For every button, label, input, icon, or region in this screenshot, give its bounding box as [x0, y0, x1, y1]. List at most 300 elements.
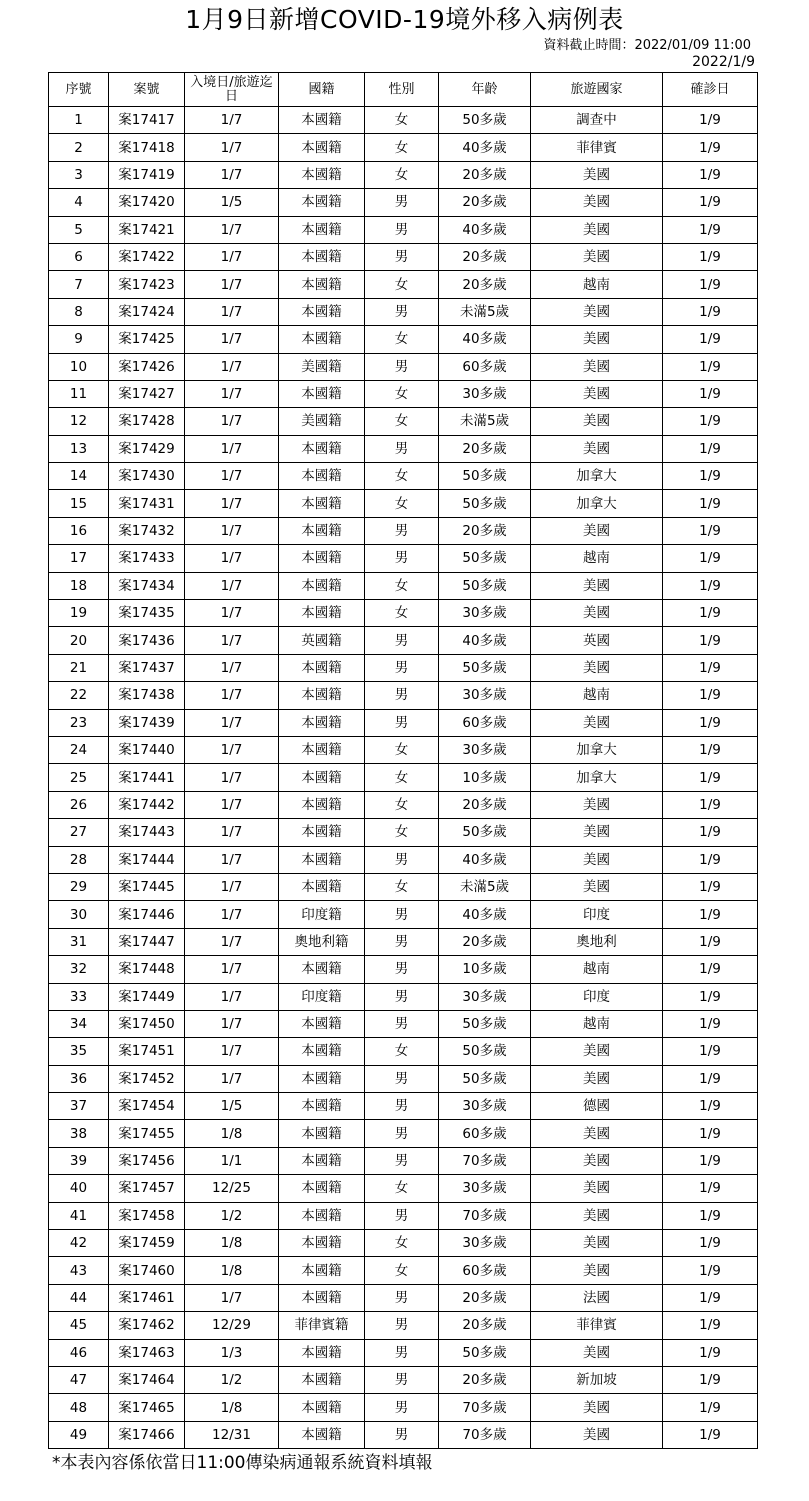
cell-age: 10多歲: [439, 956, 531, 983]
cell-nationality: 美國籍: [279, 408, 365, 435]
cell-case-number: 案17459: [109, 1230, 185, 1257]
cell-serial: 45: [49, 1312, 109, 1339]
cell-serial: 12: [49, 408, 109, 435]
cell-travel-country: 美國: [531, 243, 663, 270]
cell-travel-country: 美國: [531, 654, 663, 681]
cell-case-number: 案17460: [109, 1257, 185, 1284]
cell-nationality: 本國籍: [279, 189, 365, 216]
cell-travel-country: 美國: [531, 353, 663, 380]
table-row: [49, 901, 758, 928]
cell-travel-country: 美國: [531, 161, 663, 188]
header-entry-date: 入境日/旅遊迄日: [185, 73, 279, 107]
cell-sex: 男: [365, 1010, 439, 1037]
cell-confirm-date: 1/9: [663, 1312, 758, 1339]
cell-entry-date: 1/7: [185, 1010, 279, 1037]
header-age: 年齡: [439, 73, 531, 107]
cell-entry-date: 1/7: [185, 298, 279, 325]
cell-case-number: 案17430: [109, 463, 185, 490]
cell-confirm-date: 1/9: [663, 1175, 758, 1202]
cell-nationality: 印度籍: [279, 983, 365, 1010]
cell-entry-date: 1/7: [185, 736, 279, 763]
header-confirm-date: 確診日: [663, 73, 758, 107]
cell-travel-country: 越南: [531, 682, 663, 709]
cell-entry-date: 1/7: [185, 901, 279, 928]
cell-sex: 女: [365, 408, 439, 435]
cell-serial: 17: [49, 545, 109, 572]
cell-nationality: 本國籍: [279, 736, 365, 763]
cell-case-number: 案17445: [109, 873, 185, 900]
cell-entry-date: 12/25: [185, 1175, 279, 1202]
cell-case-number: 案17455: [109, 1120, 185, 1147]
cell-entry-date: 1/8: [185, 1394, 279, 1421]
cell-sex: 男: [365, 928, 439, 955]
table-row: [49, 764, 758, 791]
table-row: [49, 600, 758, 627]
cell-entry-date: 1/7: [185, 134, 279, 161]
cell-nationality: 菲律賓籍: [279, 1312, 365, 1339]
cell-case-number: 案17438: [109, 682, 185, 709]
cell-sex: 女: [365, 791, 439, 818]
cell-nationality: 本國籍: [279, 490, 365, 517]
cell-case-number: 案17451: [109, 1038, 185, 1065]
table-row: [49, 1202, 758, 1229]
cell-sex: 男: [365, 1202, 439, 1229]
table-row: [49, 736, 758, 763]
table-row: [49, 709, 758, 736]
cell-serial: 38: [49, 1120, 109, 1147]
cell-case-number: 案17463: [109, 1339, 185, 1366]
cell-sex: 女: [365, 161, 439, 188]
cell-travel-country: 法國: [531, 1284, 663, 1311]
cell-serial: 16: [49, 517, 109, 544]
cell-sex: 男: [365, 1312, 439, 1339]
cell-age: 30多歲: [439, 682, 531, 709]
cell-case-number: 案17466: [109, 1421, 185, 1448]
cell-travel-country: 菲律賓: [531, 134, 663, 161]
report-date: 2022/1/9: [692, 54, 755, 70]
cell-confirm-date: 1/9: [663, 1366, 758, 1393]
cell-nationality: 本國籍: [279, 271, 365, 298]
cell-case-number: 案17424: [109, 298, 185, 325]
cell-nationality: 本國籍: [279, 682, 365, 709]
cell-serial: 27: [49, 819, 109, 846]
header-sex: 性別: [365, 73, 439, 107]
cell-travel-country: 美國: [531, 1230, 663, 1257]
cell-sex: 男: [365, 627, 439, 654]
cell-serial: 48: [49, 1394, 109, 1421]
cell-serial: 11: [49, 380, 109, 407]
table-row: [49, 1394, 758, 1421]
cell-confirm-date: 1/9: [663, 1010, 758, 1037]
table-row: [49, 1312, 758, 1339]
cell-case-number: 案17431: [109, 490, 185, 517]
cell-case-number: 案17428: [109, 408, 185, 435]
cell-confirm-date: 1/9: [663, 408, 758, 435]
cell-age: 未滿5歲: [439, 408, 531, 435]
table-row: [49, 627, 758, 654]
cell-entry-date: 1/5: [185, 189, 279, 216]
cell-age: 70多歲: [439, 1202, 531, 1229]
cell-travel-country: 美國: [531, 1421, 663, 1448]
cell-nationality: 本國籍: [279, 791, 365, 818]
table-row: [49, 298, 758, 325]
cell-sex: 男: [365, 709, 439, 736]
cell-age: 50多歲: [439, 572, 531, 599]
cell-nationality: 本國籍: [279, 819, 365, 846]
cell-confirm-date: 1/9: [663, 682, 758, 709]
cell-travel-country: 越南: [531, 271, 663, 298]
cell-confirm-date: 1/9: [663, 1230, 758, 1257]
cell-confirm-date: 1/9: [663, 901, 758, 928]
cell-age: 20多歲: [439, 435, 531, 462]
cell-confirm-date: 1/9: [663, 1093, 758, 1120]
cell-confirm-date: 1/9: [663, 956, 758, 983]
cell-entry-date: 1/7: [185, 709, 279, 736]
cell-age: 未滿5歲: [439, 873, 531, 900]
cell-serial: 36: [49, 1065, 109, 1092]
cell-nationality: 本國籍: [279, 326, 365, 353]
table-row: [49, 983, 758, 1010]
cell-case-number: 案17435: [109, 600, 185, 627]
cell-travel-country: 越南: [531, 545, 663, 572]
cell-entry-date: 1/7: [185, 107, 279, 134]
cell-travel-country: 美國: [531, 408, 663, 435]
cell-entry-date: 1/7: [185, 271, 279, 298]
cell-age: 50多歲: [439, 463, 531, 490]
cell-sex: 女: [365, 271, 439, 298]
cell-case-number: 案17448: [109, 956, 185, 983]
cell-travel-country: 美國: [531, 326, 663, 353]
table-row: [49, 408, 758, 435]
cell-serial: 6: [49, 243, 109, 270]
cell-case-number: 案17462: [109, 1312, 185, 1339]
cell-entry-date: 1/7: [185, 353, 279, 380]
table-row: [49, 1093, 758, 1120]
cell-confirm-date: 1/9: [663, 1147, 758, 1174]
table-row: [49, 1175, 758, 1202]
cell-travel-country: 美國: [531, 517, 663, 544]
table-row: [49, 216, 758, 243]
cell-case-number: 案17465: [109, 1394, 185, 1421]
cell-entry-date: 1/7: [185, 682, 279, 709]
cell-serial: 21: [49, 654, 109, 681]
cell-age: 70多歲: [439, 1147, 531, 1174]
cell-age: 30多歲: [439, 736, 531, 763]
cell-age: 10多歲: [439, 764, 531, 791]
cell-entry-date: 1/7: [185, 819, 279, 846]
cell-sex: 男: [365, 243, 439, 270]
cell-travel-country: 美國: [531, 1120, 663, 1147]
cell-sex: 男: [365, 846, 439, 873]
cell-age: 30多歲: [439, 1093, 531, 1120]
cell-age: 70多歲: [439, 1421, 531, 1448]
cell-serial: 3: [49, 161, 109, 188]
cell-sex: 女: [365, 107, 439, 134]
cell-confirm-date: 1/9: [663, 654, 758, 681]
table-row: [49, 353, 758, 380]
cell-travel-country: 美國: [531, 1038, 663, 1065]
table-row: [49, 1120, 758, 1147]
cell-confirm-date: 1/9: [663, 846, 758, 873]
table-row: [49, 271, 758, 298]
cell-age: 60多歲: [439, 1120, 531, 1147]
cell-nationality: 本國籍: [279, 1120, 365, 1147]
cell-case-number: 案17422: [109, 243, 185, 270]
cell-age: 50多歲: [439, 654, 531, 681]
cell-travel-country: 德國: [531, 1093, 663, 1120]
cell-nationality: 本國籍: [279, 1339, 365, 1366]
cell-confirm-date: 1/9: [663, 1421, 758, 1448]
cell-confirm-date: 1/9: [663, 1065, 758, 1092]
cell-confirm-date: 1/9: [663, 1394, 758, 1421]
cell-confirm-date: 1/9: [663, 600, 758, 627]
cell-nationality: 本國籍: [279, 873, 365, 900]
cell-nationality: 本國籍: [279, 764, 365, 791]
cell-confirm-date: 1/9: [663, 819, 758, 846]
cell-nationality: 印度籍: [279, 901, 365, 928]
cell-nationality: 本國籍: [279, 380, 365, 407]
cell-case-number: 案17461: [109, 1284, 185, 1311]
cell-entry-date: 1/7: [185, 408, 279, 435]
cell-case-number: 案17440: [109, 736, 185, 763]
cell-entry-date: 1/2: [185, 1366, 279, 1393]
table-row: [49, 463, 758, 490]
cell-confirm-date: 1/9: [663, 873, 758, 900]
cell-serial: 31: [49, 928, 109, 955]
cell-entry-date: 1/7: [185, 627, 279, 654]
cell-sex: 女: [365, 572, 439, 599]
cell-age: 20多歲: [439, 1312, 531, 1339]
cell-case-number: 案17452: [109, 1065, 185, 1092]
cell-entry-date: 1/7: [185, 764, 279, 791]
table-row: [49, 107, 758, 134]
cell-confirm-date: 1/9: [663, 271, 758, 298]
page-title: 1月9日新增COVID-19境外移入病例表: [185, 5, 624, 34]
cell-confirm-date: 1/9: [663, 134, 758, 161]
cell-confirm-date: 1/9: [663, 627, 758, 654]
cell-age: 20多歲: [439, 1366, 531, 1393]
cell-serial: 15: [49, 490, 109, 517]
cell-sex: 女: [365, 1230, 439, 1257]
cell-entry-date: 1/7: [185, 572, 279, 599]
table-row: [49, 572, 758, 599]
cell-serial: 20: [49, 627, 109, 654]
cell-serial: 39: [49, 1147, 109, 1174]
cell-serial: 1: [49, 107, 109, 134]
cell-confirm-date: 1/9: [663, 709, 758, 736]
cell-case-number: 案17417: [109, 107, 185, 134]
cell-sex: 男: [365, 983, 439, 1010]
cell-nationality: 美國籍: [279, 353, 365, 380]
cell-nationality: 本國籍: [279, 1202, 365, 1229]
cell-serial: 47: [49, 1366, 109, 1393]
cell-case-number: 案17437: [109, 654, 185, 681]
cell-confirm-date: 1/9: [663, 298, 758, 325]
cell-entry-date: 1/1: [185, 1147, 279, 1174]
cell-travel-country: 美國: [531, 298, 663, 325]
cell-travel-country: 美國: [531, 873, 663, 900]
cell-nationality: 本國籍: [279, 654, 365, 681]
cell-serial: 32: [49, 956, 109, 983]
cell-serial: 43: [49, 1257, 109, 1284]
cell-travel-country: 奧地利: [531, 928, 663, 955]
cell-age: 未滿5歲: [439, 298, 531, 325]
cell-confirm-date: 1/9: [663, 572, 758, 599]
cell-nationality: 本國籍: [279, 1093, 365, 1120]
cell-sex: 男: [365, 1065, 439, 1092]
table-row: [49, 1065, 758, 1092]
cell-confirm-date: 1/9: [663, 216, 758, 243]
cell-sex: 男: [365, 189, 439, 216]
cell-serial: 33: [49, 983, 109, 1010]
cell-age: 20多歲: [439, 161, 531, 188]
header-case-number: 案號: [109, 73, 185, 107]
table-row: [49, 1010, 758, 1037]
cell-nationality: 本國籍: [279, 463, 365, 490]
footnote: *本表內容係依當日11:00傳染病通報系統資料填報: [52, 1453, 433, 1473]
cell-entry-date: 1/7: [185, 326, 279, 353]
cell-travel-country: 美國: [531, 791, 663, 818]
cell-confirm-date: 1/9: [663, 353, 758, 380]
cell-nationality: 本國籍: [279, 517, 365, 544]
cell-case-number: 案17446: [109, 901, 185, 928]
cell-age: 20多歲: [439, 928, 531, 955]
table-row: [49, 243, 758, 270]
cell-nationality: 本國籍: [279, 1147, 365, 1174]
table-row: [49, 490, 758, 517]
cell-nationality: 本國籍: [279, 243, 365, 270]
cell-travel-country: 美國: [531, 1257, 663, 1284]
cell-age: 50多歲: [439, 490, 531, 517]
cell-confirm-date: 1/9: [663, 326, 758, 353]
cell-age: 20多歲: [439, 517, 531, 544]
table-row: [49, 435, 758, 462]
cell-sex: 女: [365, 134, 439, 161]
table-row: [49, 1284, 758, 1311]
case-table: [48, 72, 758, 1449]
cell-travel-country: 美國: [531, 380, 663, 407]
cell-sex: 男: [365, 298, 439, 325]
header-travel-country: 旅遊國家: [531, 73, 663, 107]
cell-confirm-date: 1/9: [663, 490, 758, 517]
cell-age: 60多歲: [439, 353, 531, 380]
cell-sex: 男: [365, 1339, 439, 1366]
cell-case-number: 案17429: [109, 435, 185, 462]
cell-entry-date: 1/5: [185, 1093, 279, 1120]
cell-travel-country: 菲律賓: [531, 1312, 663, 1339]
cell-travel-country: 美國: [531, 1339, 663, 1366]
table-row: [49, 517, 758, 544]
cell-confirm-date: 1/9: [663, 189, 758, 216]
cell-nationality: 奧地利籍: [279, 928, 365, 955]
cell-case-number: 案17450: [109, 1010, 185, 1037]
cell-case-number: 案17464: [109, 1366, 185, 1393]
cell-entry-date: 1/3: [185, 1339, 279, 1366]
cell-case-number: 案17434: [109, 572, 185, 599]
cell-age: 50多歲: [439, 545, 531, 572]
cell-serial: 5: [49, 216, 109, 243]
cell-confirm-date: 1/9: [663, 1257, 758, 1284]
cell-nationality: 本國籍: [279, 709, 365, 736]
cell-sex: 女: [365, 326, 439, 353]
cell-entry-date: 12/31: [185, 1421, 279, 1448]
cell-entry-date: 1/7: [185, 490, 279, 517]
cell-case-number: 案17456: [109, 1147, 185, 1174]
cell-entry-date: 1/7: [185, 956, 279, 983]
cell-case-number: 案17418: [109, 134, 185, 161]
cell-sex: 女: [365, 764, 439, 791]
cell-age: 50多歲: [439, 1065, 531, 1092]
cell-confirm-date: 1/9: [663, 380, 758, 407]
cell-case-number: 案17449: [109, 983, 185, 1010]
cell-entry-date: 1/7: [185, 545, 279, 572]
cell-nationality: 本國籍: [279, 134, 365, 161]
cell-serial: 46: [49, 1339, 109, 1366]
cell-case-number: 案17425: [109, 326, 185, 353]
cell-confirm-date: 1/9: [663, 983, 758, 1010]
cell-serial: 10: [49, 353, 109, 380]
cell-age: 40多歲: [439, 846, 531, 873]
cell-age: 20多歲: [439, 1284, 531, 1311]
cell-case-number: 案17421: [109, 216, 185, 243]
cell-case-number: 案17457: [109, 1175, 185, 1202]
cell-age: 50多歲: [439, 107, 531, 134]
cell-travel-country: 英國: [531, 627, 663, 654]
case-table-body: [49, 107, 758, 1449]
cell-entry-date: 1/7: [185, 243, 279, 270]
cell-case-number: 案17439: [109, 709, 185, 736]
cell-travel-country: 越南: [531, 1010, 663, 1037]
cell-case-number: 案17441: [109, 764, 185, 791]
table-row: [49, 1339, 758, 1366]
cell-serial: 9: [49, 326, 109, 353]
cell-travel-country: 加拿大: [531, 490, 663, 517]
cell-confirm-date: 1/9: [663, 791, 758, 818]
cell-serial: 13: [49, 435, 109, 462]
cell-age: 40多歲: [439, 627, 531, 654]
cell-entry-date: 1/7: [185, 435, 279, 462]
table-row: [49, 956, 758, 983]
header-nationality: 國籍: [279, 73, 365, 107]
cell-nationality: 本國籍: [279, 1010, 365, 1037]
cell-case-number: 案17444: [109, 846, 185, 873]
cell-nationality: 本國籍: [279, 1366, 365, 1393]
cell-confirm-date: 1/9: [663, 517, 758, 544]
table-row: [49, 1147, 758, 1174]
cell-sex: 男: [365, 654, 439, 681]
cell-age: 70多歲: [439, 1394, 531, 1421]
cell-confirm-date: 1/9: [663, 1284, 758, 1311]
cell-travel-country: 美國: [531, 846, 663, 873]
cell-nationality: 本國籍: [279, 1284, 365, 1311]
cell-nationality: 英國籍: [279, 627, 365, 654]
cell-nationality: 本國籍: [279, 846, 365, 873]
cell-entry-date: 1/7: [185, 463, 279, 490]
cell-sex: 女: [365, 736, 439, 763]
cell-serial: 42: [49, 1230, 109, 1257]
cell-entry-date: 1/7: [185, 983, 279, 1010]
cell-confirm-date: 1/9: [663, 1038, 758, 1065]
cell-travel-country: 加拿大: [531, 764, 663, 791]
cell-age: 40多歲: [439, 326, 531, 353]
cell-case-number: 案17420: [109, 189, 185, 216]
cell-age: 30多歲: [439, 380, 531, 407]
table-row: [49, 819, 758, 846]
cell-entry-date: 1/7: [185, 1065, 279, 1092]
cell-sex: 男: [365, 1394, 439, 1421]
cell-serial: 18: [49, 572, 109, 599]
cell-nationality: 本國籍: [279, 1038, 365, 1065]
